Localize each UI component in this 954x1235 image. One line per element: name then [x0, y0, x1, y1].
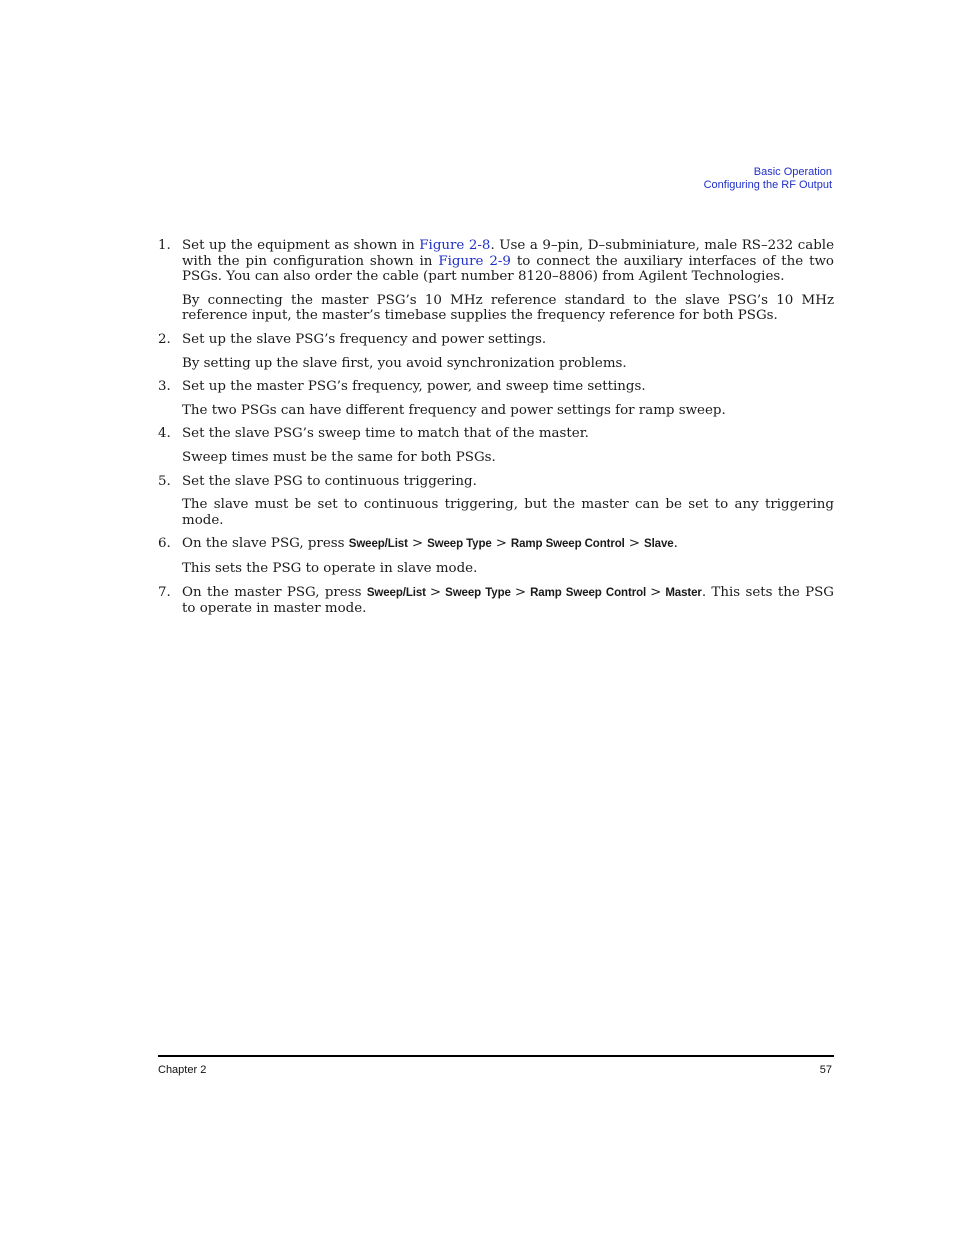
softkey-sweep-type: Sweep Type: [445, 586, 511, 599]
step-text: Set up the master PSG’s frequency, power, and sweep time settings.: [182, 379, 646, 395]
step-number: 2.: [158, 331, 171, 347]
footer-divider: [158, 1055, 834, 1057]
step-number: 1.: [158, 238, 171, 253]
softkey-master: Master: [665, 586, 702, 599]
step-3: [158, 379, 834, 395]
step-number: 7.: [158, 584, 171, 600]
step-number: 6.: [158, 536, 171, 552]
step-4-note: Sweep times must be the same for both PSGs.: [182, 449, 496, 465]
key-separator: >: [429, 584, 442, 600]
step-text-part: .: [673, 536, 678, 552]
step-3-note: The two PSGs can have different frequency and power settings for ramp sweep.: [182, 402, 726, 418]
step-text-part: On the slave PSG, press: [182, 536, 349, 552]
step-number: 4.: [158, 426, 171, 442]
figure-2-9-link[interactable]: Figure 2-9: [438, 253, 511, 269]
header-subsection-link[interactable]: Configuring the RF Output: [703, 179, 832, 191]
step-text: Set up the slave PSG’s frequency and power settings.: [182, 331, 547, 347]
step-2: [158, 332, 834, 348]
step-6: [158, 536, 834, 553]
step-1: [158, 238, 834, 285]
step-number: 5.: [158, 473, 171, 489]
footer-page-number: 57: [819, 1064, 832, 1076]
step-5-note: The slave must be set to continuous triggering, but the master can be set to any triggering mode.: [182, 497, 834, 528]
softkey-sweep-type: Sweep Type: [427, 538, 492, 551]
step-text: Set the slave PSG’s sweep time to match that of the master.: [182, 426, 589, 442]
step-text-part: . Use a 9–pin, D–subminiature, male RS–232 cable with the pin configuration shown in: [182, 238, 834, 269]
running-header: [704, 166, 832, 192]
key-separator: >: [650, 584, 662, 600]
step-text-part: to connect the auxiliary interfaces of the two PSGs. You can also order the cable (part number 8120–8806) from Agilent Technologies.: [182, 253, 834, 285]
step-text: [182, 536, 834, 553]
step-4: [158, 426, 834, 442]
softkey-ramp-sweep-control: Ramp Sweep Control: [510, 538, 625, 551]
key-separator: >: [411, 536, 424, 552]
softkey-sweep-list: Sweep/List: [366, 586, 426, 599]
step-text: [182, 238, 834, 285]
step-5: [158, 474, 834, 490]
step-7: [158, 585, 834, 617]
key-separator: >: [628, 536, 641, 552]
step-text-part: . This sets the PSG to operate in master mode.: [182, 584, 835, 617]
step-1-note: By connecting the master PSG’s 10 MHz reference standard to the slave PSG’s 10 MHz reference input, the master’s timebase supplies the frequency reference for both PSGs.: [182, 292, 834, 324]
step-6-note: This sets the PSG to operate in slave mode.: [182, 560, 478, 576]
step-text: Set the slave PSG to continuous triggering.: [182, 473, 477, 489]
step-text: [182, 585, 834, 617]
procedure-list: [158, 238, 834, 625]
step-text-part: Set up the equipment as shown in: [182, 238, 420, 253]
softkey-ramp-sweep-control: Ramp Sweep Control: [530, 586, 647, 599]
figure-2-8-link[interactable]: Figure 2-8: [419, 238, 491, 253]
softkey-sweep-list: Sweep/List: [348, 538, 408, 551]
header-section-link[interactable]: Basic Operation: [753, 166, 832, 178]
footer-chapter: Chapter 2: [158, 1064, 207, 1076]
step-text-part: On the master PSG, press: [182, 584, 367, 600]
step-number: 3.: [158, 379, 171, 395]
step-2-note: By setting up the slave first, you avoid synchronization problems.: [182, 355, 627, 371]
key-separator: >: [495, 536, 507, 552]
softkey-slave: Slave: [644, 538, 674, 551]
key-separator: >: [514, 584, 527, 600]
